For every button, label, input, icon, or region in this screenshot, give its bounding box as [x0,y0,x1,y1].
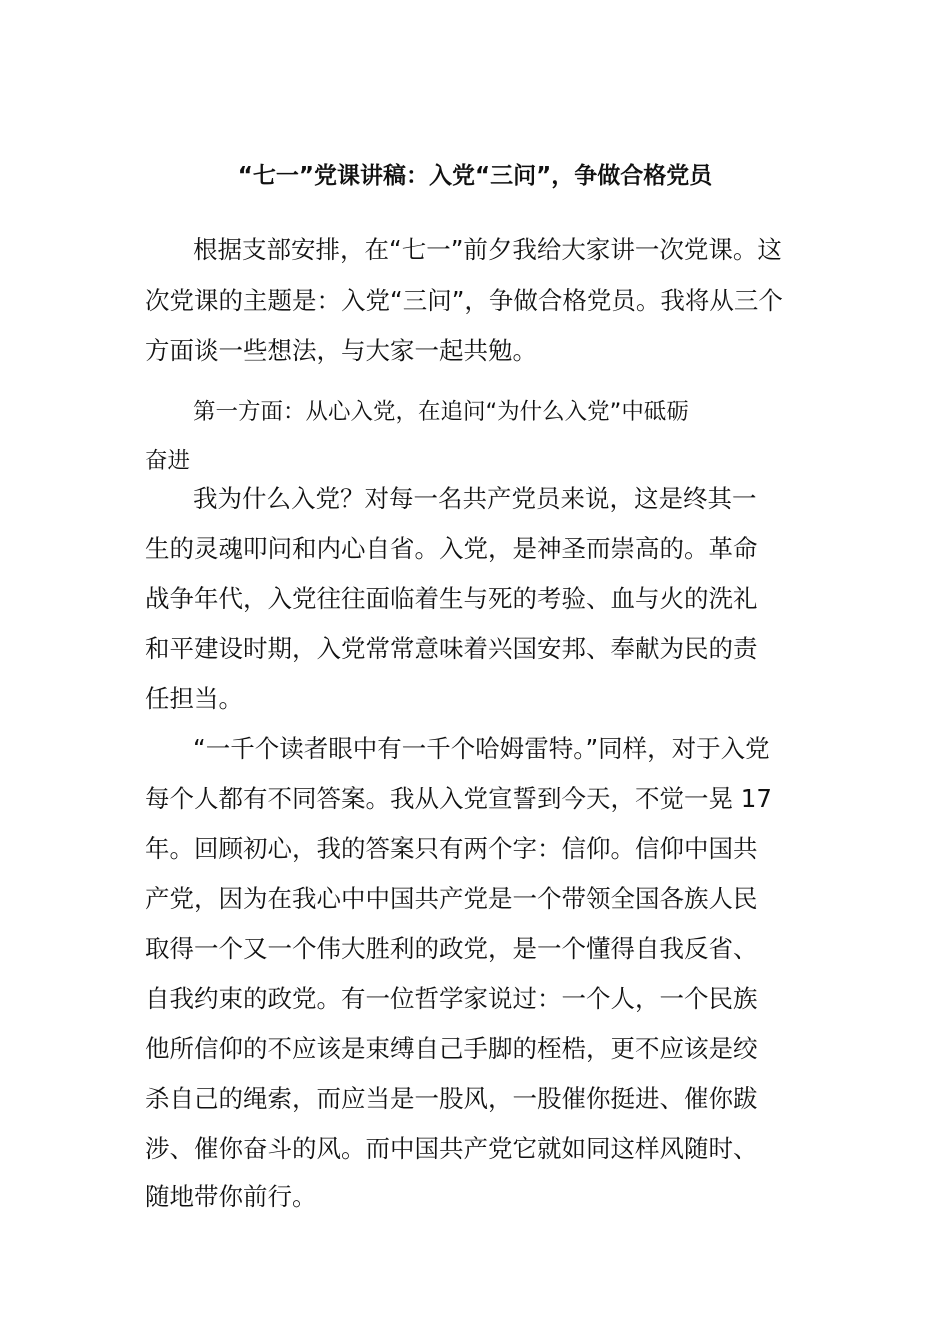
paragraph-4-line-8: 杀自己的绳索，而应当是一股风，一股催你挺进、催你跋 [145,1084,758,1113]
section-heading-line-1: 第一方面：从心入党，在追问“为什么入党”中砥砺 [193,399,689,425]
paragraph-3-line-3: 战争年代，入党往往面临着生与死的考验、血与火的洗礼 [145,584,758,613]
paragraph-3-line-5: 任担当。 [145,684,243,713]
paragraph-4-line-4: 产党，因为在我心中中国共产党是一个带领全国各族人民 [145,884,758,913]
paragraph-4-line-5: 取得一个又一个伟大胜利的政党，是一个懂得自我反省、 [145,934,758,963]
paragraph-4-line-9: 涉、催你奋斗的风。而中国共产党它就如同这样风随时、 [145,1134,758,1163]
paragraph-1-line-2: 次党课的主题是：入党“三问”，争做合格党员。我将从三个 [145,286,783,315]
paragraph-4-line-3: 年。回顾初心，我的答案只有两个字：信仰。信仰中国共 [145,834,758,863]
section-heading-line-2: 奋进 [145,448,191,474]
paragraph-1-line-1: 根据支部安排，在“七一”前夕我给大家讲一次党课。这 [193,235,782,264]
document-title: “七一”党课讲稿：入党“三问”，争做合格党员 [237,163,713,189]
paragraph-3-line-4: 和平建设时期，入党常常意味着兴国安邦、奉献为民的责 [145,634,758,663]
paragraph-4-line-2: 每个人都有不同答案。我从入党宣誓到今天，不觉一晃 17 [145,784,772,813]
paragraph-3-line-1: 我为什么入党？对每一名共产党员来说，这是终其一 [193,484,757,513]
paragraph-3-line-2: 生的灵魂叩问和内心自省。入党，是神圣而崇高的。革命 [145,534,758,563]
paragraph-4-line-6: 自我约束的政党。有一位哲学家说过：一个人，一个民族 [145,984,758,1013]
paragraph-4-line-10: 随地带你前行。 [145,1182,317,1211]
paragraph-1-line-3: 方面谈一些想法，与大家一起共勉。 [145,336,537,365]
paragraph-4-line-1: “一千个读者眼中有一千个哈姆雷特。”同样，对于入党 [193,734,770,763]
paragraph-4-line-7: 他所信仰的不应该是束缚自己手脚的桎梏，更不应该是绞 [145,1034,758,1063]
